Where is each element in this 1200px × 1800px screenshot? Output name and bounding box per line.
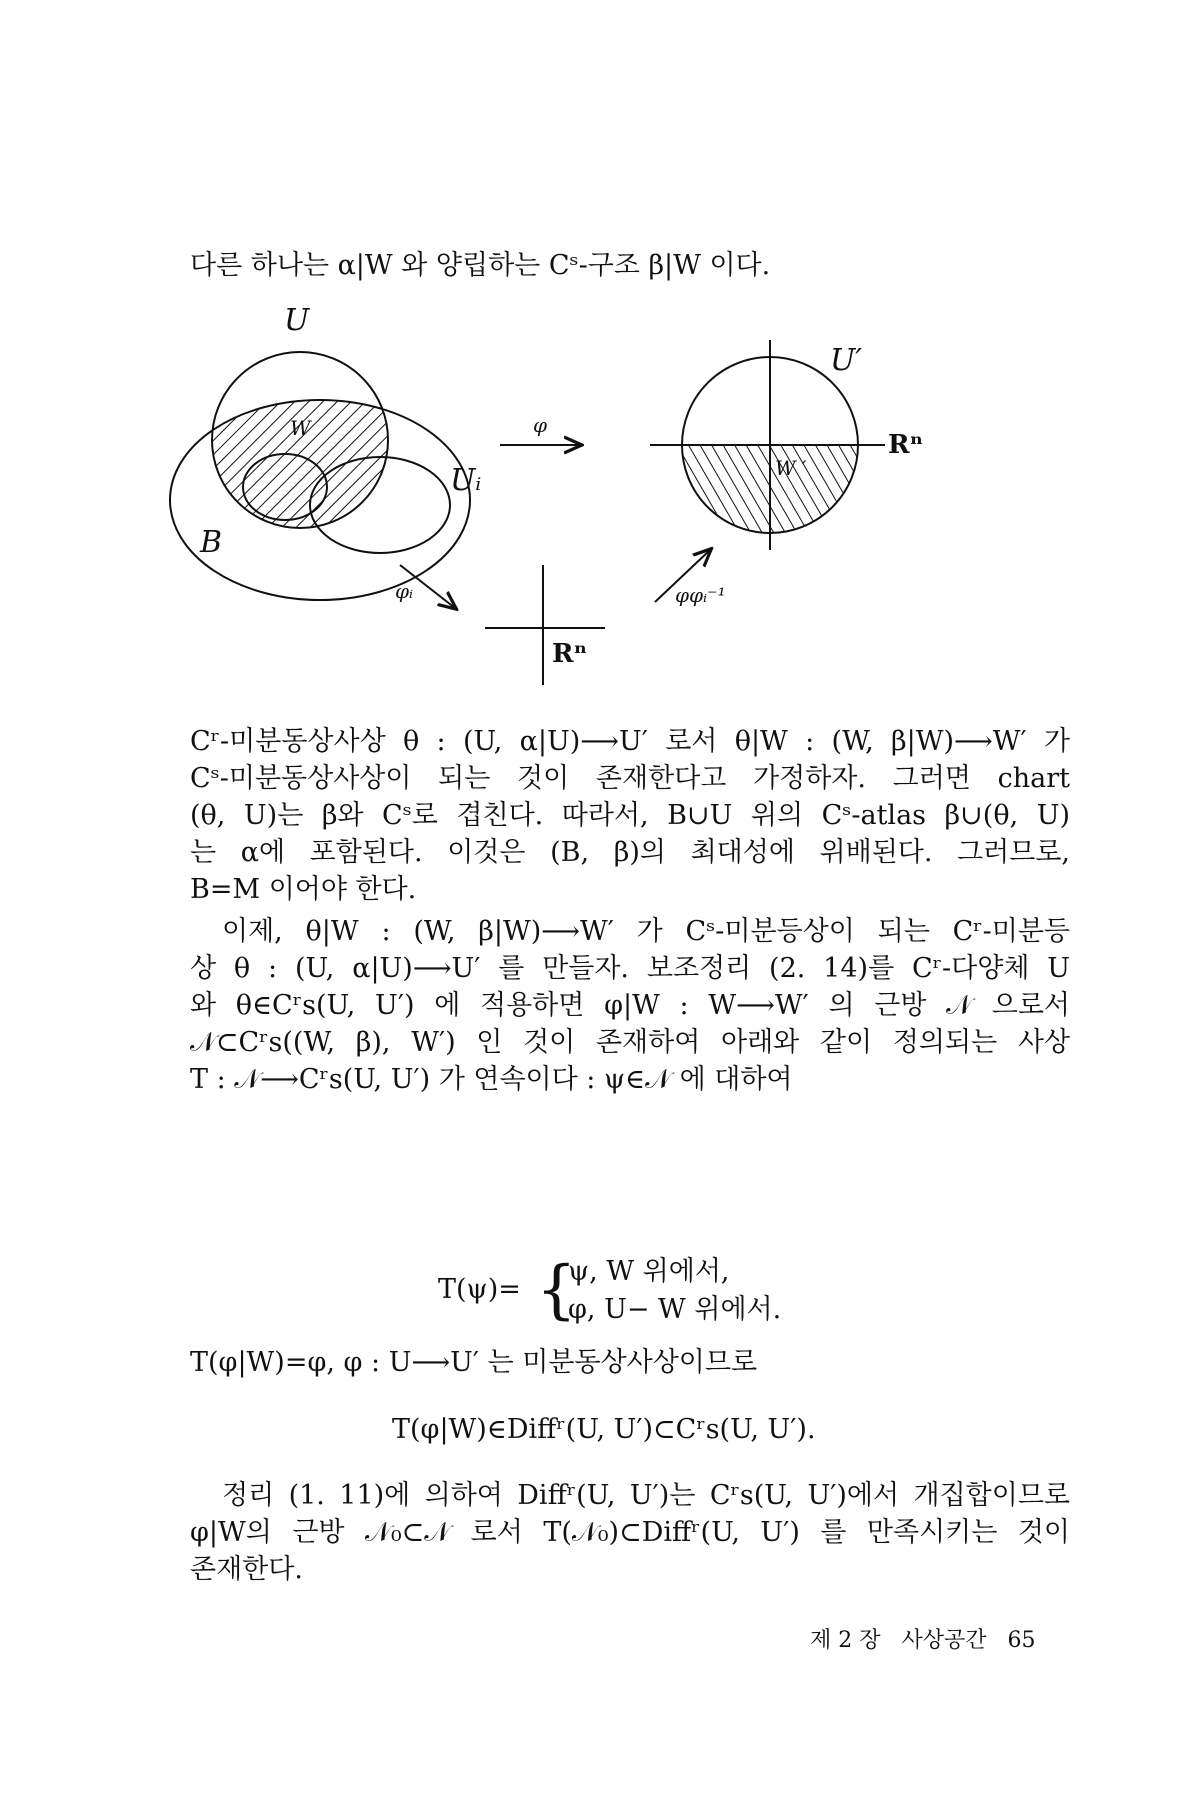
label-Uprime: U′ (830, 343, 863, 378)
para1-line-5: B=M 이어야 한다. (190, 874, 417, 905)
cases-case-2: φ, U− W 위에서. (568, 1294, 782, 1325)
para3-line-3: 존재한다. (190, 1554, 303, 1585)
label-phi-i: φᵢ (395, 579, 414, 603)
label-Rn-right: Rⁿ (888, 430, 924, 460)
para1-line-2: Cˢ-미분동상사상이 되는 것이 존재한다고 가정하자. 그러면 chart (190, 763, 1070, 794)
right-chart-diagram (650, 340, 923, 550)
para1-line-1: Cʳ-미분동상사상 θ : (U, α|U)⟶U′ 로서 θ|W : (W, β|W)⟶W′ 가 (190, 726, 1070, 757)
para2-line-5: T : 𝒩⟶Cʳs(U, U′) 가 연속이다 : ψ∈𝒩 에 대하여 (190, 1064, 793, 1095)
cases-lhs: T(ψ)= (438, 1274, 521, 1305)
left-manifold-diagram (170, 303, 481, 600)
label-Wprime: W ′ (775, 456, 807, 480)
footer-chapter: 제 2 장 (810, 1628, 881, 1653)
para1-line-3: (θ, U)는 β와 Cˢ로 겹친다. 따라서, B∪U 위의 Cˢ-atlas β∪(θ, U) (190, 800, 1070, 831)
arrow-phi (500, 413, 580, 445)
para2-line-4: 𝒩⊂Cʳs((W, β), W′) 인 것이 존재하여 아래와 같이 정의되는 사상 (190, 1027, 1070, 1058)
region-W-hatched (170, 400, 470, 600)
page-number: 65 (1007, 1628, 1036, 1653)
label-W: W (290, 416, 311, 440)
para2-line-2: 상 θ : (U, α|U)⟶U′ 를 만들자. 보조정리 (2. 14)를 Cʳ-다양체 U (190, 953, 1070, 984)
page-footer (810, 1623, 1050, 1654)
bottom-chart-axes (485, 565, 605, 685)
label-Rn-bottom: Rⁿ (552, 639, 588, 669)
label-U: U (284, 303, 310, 338)
line-T-phi: T(φ|W)=φ, φ : U⟶U′ 는 미분동상사상이므로 (190, 1347, 758, 1378)
label-composition: φφᵢ⁻¹ (675, 583, 726, 607)
para2-line-3: 와 θ∈Cʳs(U, U′) 에 적용하면 φ|W : W⟶W′ 의 근방 𝒩 으로서 (190, 990, 1070, 1021)
label-phi: φ (533, 413, 548, 437)
cases-case-1: ψ, W 위에서, (568, 1256, 730, 1287)
arrow-composition (655, 550, 726, 607)
label-B: B (200, 525, 223, 560)
label-Ui: Uᵢ (450, 463, 482, 498)
manifold-chart-figure (200, 303, 1020, 710)
para2-line-1: 이제, θ|W : (W, β|W)⟶W′ 가 Cˢ-미분등상이 되는 Cʳ-미분등 (222, 916, 1070, 947)
para3-line-1: 정리 (1. 11)에 의하여 Diffʳ(U, U′)는 Cʳs(U, U′)에서 개집합이므로 (222, 1480, 1070, 1511)
cases-brace: { (536, 1253, 577, 1327)
footer-title: 사상공간 (901, 1628, 987, 1653)
para1-line-4: 는 α에 포함된다. 이것은 (B, β)의 최대성에 위배된다. 그러므로, (190, 837, 1070, 868)
intro-line: 다른 하나는 α|W 와 양립하는 Cˢ-구조 β|W 이다. (190, 250, 771, 281)
line-Diff-inclusion: T(φ|W)∈Diffʳ(U, U′)⊂Cʳs(U, U′). (392, 1414, 816, 1445)
para3-line-2: φ|W의 근방 𝒩₀⊂𝒩 로서 T(𝒩₀)⊂Diffʳ(U, U′) 를 만족시키는 것이 (190, 1517, 1070, 1548)
